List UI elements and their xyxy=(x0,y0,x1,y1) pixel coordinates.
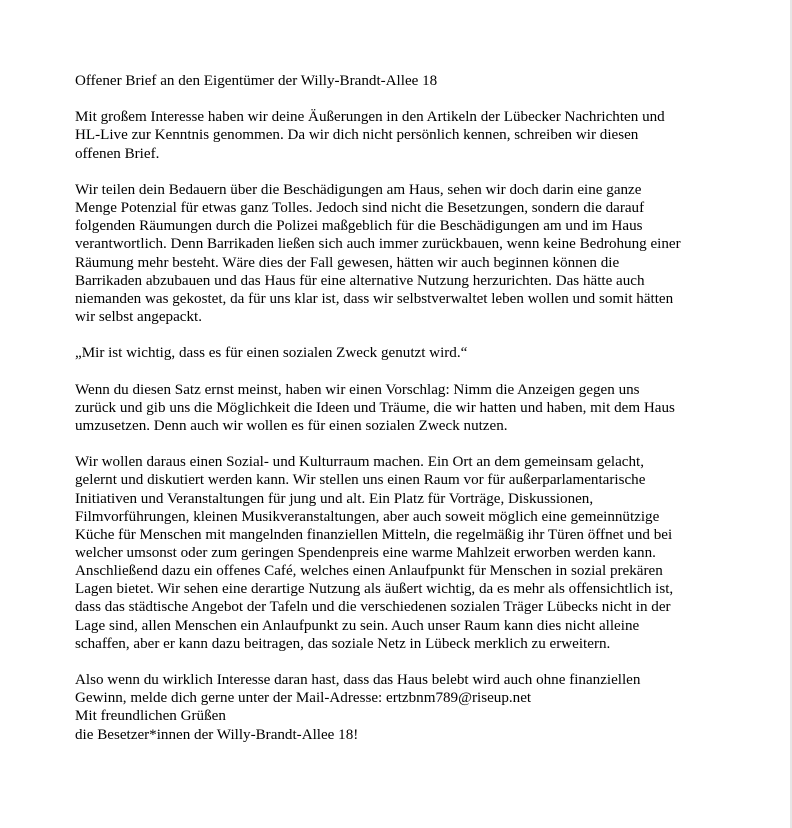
paragraph-line: Lagen bietet. Wir sehen eine derartige Nutzung als äußert wichtig, da es mehr als offensichtlich ist, xyxy=(75,581,674,598)
paragraph-intro xyxy=(75,108,725,162)
paragraph-line: Wir wollen daraus einen Sozial- und Kulturraum machen. Ein Ort an dem gemeinsam gelacht, xyxy=(75,454,645,471)
paragraph-line: folgenden Räumungen durch die Polizei maßgeblich für die Beschädigungen am und im Haus xyxy=(75,218,643,235)
paragraph-line: Räumung mehr besteht. Wäre dies der Fall gewesen, hätten wir auch beginnen können die xyxy=(75,254,620,271)
paragraph-line: niemanden was gekostet, da für uns klar ist, dass wir selbstverwaltet leben wollen und somit hätten xyxy=(75,290,674,307)
paragraph-line: Filmvorführungen, kleinen Musikveranstaltungen, aber auch soweit möglich eine gemeinnützige xyxy=(75,508,660,525)
closing-line: Also wenn du wirklich Interesse daran hast, dass das Haus belebt wird auch ohne finanziellen xyxy=(75,672,641,689)
closing-block xyxy=(75,671,725,744)
paragraph-line: Mit großem Interesse haben wir deine Äußerungen in den Artikeln der Lübecker Nachrichten und xyxy=(75,109,665,126)
paragraph-line: zurück und gib uns die Möglichkeit die Ideen und Träume, die wir hatten und haben, mit dem Haus xyxy=(75,399,675,416)
paragraph-line: HL-Live zur Kenntnis genommen. Da wir dich nicht persönlich kennen, schreiben wir diesen xyxy=(75,127,639,144)
paragraph-line: umzusetzen. Denn auch wir wollen es für einen sozialen Zweck nutzen. xyxy=(75,417,508,434)
paragraph-quote xyxy=(75,344,725,362)
paragraph-line: dass das städtische Angebot der Tafeln und die verschiedenen sozialen Träger Lübecks nicht in der xyxy=(75,599,671,616)
paragraph-damage xyxy=(75,181,725,326)
paragraph-line: verantwortlich. Denn Barrikaden ließen sich auch immer zurückbauen, wenn keine Bedrohung einer xyxy=(75,236,681,253)
closing-contact-line xyxy=(75,689,725,707)
paragraph-line: Lage sind, allen Menschen ein Anlaufpunkt zu sein. Auch unser Raum kann dies nicht alleine xyxy=(75,617,640,634)
title-line: Offener Brief an den Eigentümer der Willy-Brandt-Allee 18 xyxy=(75,73,438,89)
paragraph-line: Anschließend dazu ein offenes Café, welches einen Anlaufpunkt für Menschen in sozial prekären xyxy=(75,563,663,580)
letter-title xyxy=(75,72,725,90)
paragraph-line: Küche für Menschen mit mangelnden finanziellen Mitteln, die regelmäßig ihr Türen öffnet und bei xyxy=(75,526,673,543)
paragraph-line: welcher umsonst oder zum geringen Spendenpreis eine warme Mahlzeit erworben werden kann. xyxy=(75,544,656,561)
paragraph-line: Wenn du diesen Satz ernst meinst, haben wir einen Vorschlag: Nimm die Anzeigen gegen uns xyxy=(75,381,640,398)
letter-body xyxy=(75,72,725,744)
paragraph-line: Barrikaden abzubauen und das Haus für eine alternative Nutzung herzurichten. Das hätte auch xyxy=(75,272,645,289)
greeting: Mit freundlichen Grüßen xyxy=(75,708,226,725)
email-link[interactable]: ertzbnm789@riseup.net xyxy=(386,690,532,707)
paragraph-plans xyxy=(75,453,725,653)
paragraph-proposal xyxy=(75,381,725,435)
paragraph-line: schaffen, aber er kann dazu beitragen, das soziale Netz in Lübeck merklich zu erweitern. xyxy=(75,635,611,652)
paragraph-line: Wir teilen dein Bedauern über die Beschädigungen am Haus, sehen wir doch darin eine ganze xyxy=(75,181,642,198)
paragraph-line: Menge Potenzial für etwas ganz Tolles. Jedoch sind nicht die Besetzungen, sondern die darauf xyxy=(75,200,645,217)
paragraph-line: gelernt und diskutiert werden kann. Wir stellen uns einen Raum vor für außerparlamentarische xyxy=(75,472,646,489)
paragraph-line: wir selbst angepackt. xyxy=(75,309,202,325)
quote-line: „Mir ist wichtig, dass es für einen sozialen Zweck genutzt wird.“ xyxy=(75,345,468,362)
closing-line-prefix: Gewinn, melde dich gerne unter der Mail-Adresse: xyxy=(75,690,386,707)
paragraph-line: Initiativen und Veranstaltungen für jung und alt. Ein Platz für Vorträge, Diskussionen, xyxy=(75,490,594,507)
paragraph-line: offenen Brief. xyxy=(75,145,160,162)
signature: die Besetzer*innen der Willy-Brandt-Allee 18! xyxy=(75,726,359,743)
